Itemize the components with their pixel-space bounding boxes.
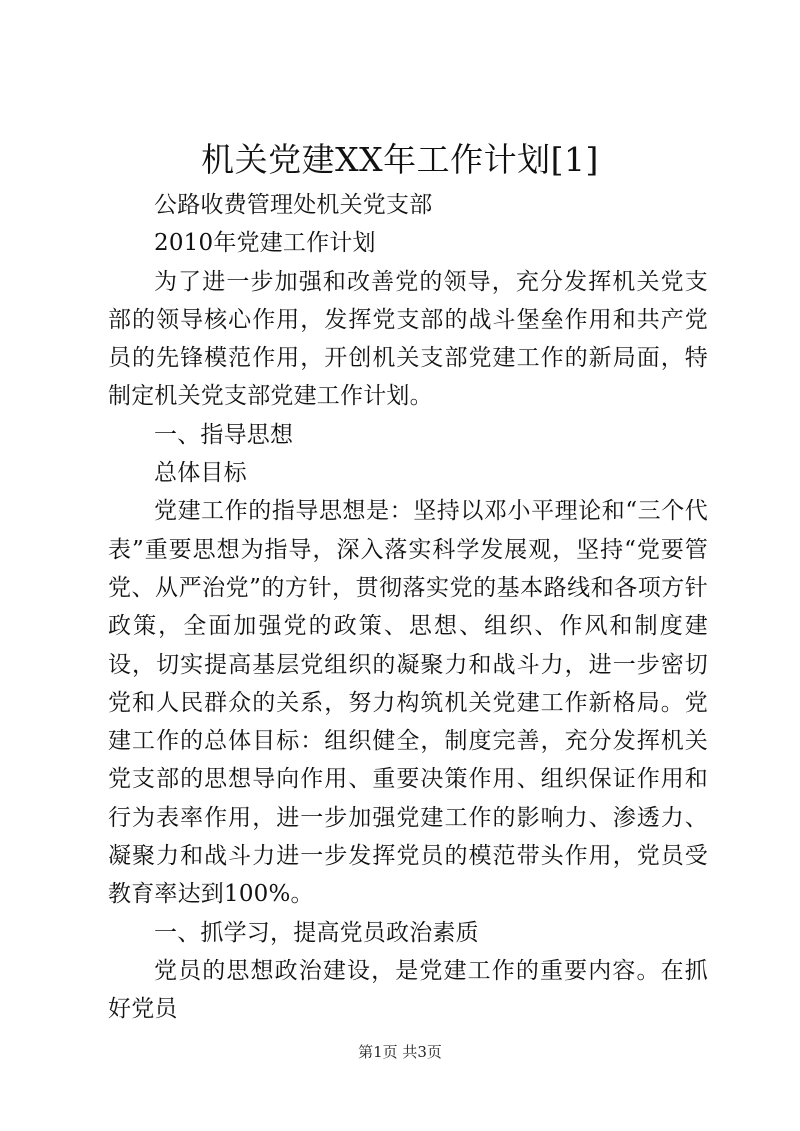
page-number-footer: 第1页 共3页 [358, 1043, 442, 1061]
subheading-overall-goal: 总体目标 [154, 460, 247, 487]
paragraph-intro: 为了进一步加强和改善党的领导，充分发挥机关党支部的领导核心作用，发挥党支部的战斗堡垒作用和共产党员的先锋模范作用，开创机关支部党建工作的新局面，特制定机关党支部党建工作计划。 [108, 268, 708, 410]
document-title: 机关党建XX年工作计划[1] [201, 140, 599, 179]
paragraph-study: 党员的思想政治建设，是党建工作的重要内容。在抓好党员 [108, 957, 708, 1023]
paragraph-plan-title: 2010年党建工作计划 [154, 230, 376, 257]
document-body [108, 186, 708, 1029]
paragraph-guiding-thought: 党建工作的指导思想是：坚持以邓小平理论和“三个代表”重要思想为指导，深入落实科学发展观，坚持“党要管党、从严治党”的方针，贯彻落实党的基本路线和各项方针政策，全面加强党的政策、思想、组织、作风和制度建设，切实提高基层党组织的凝聚力和战斗力，进一步密切党和人民群众的关系，努力构筑机关党建工作新格局。党建工作的总体目标：组织健全，制度完善，充分发挥机关党支部的思想导向作用、重要决策作用、组织保证作用和行为表率作用，进一步加强党建工作的影响力、渗透力、凝聚力和战斗力进一步发挥党员的模范带头作用，党员受教育率达到100%。 [108, 498, 708, 908]
section-heading-guiding-thought: 一、指导思想 [154, 421, 294, 448]
section-heading-study: 一、抓学习，提高党员政治素质 [154, 919, 479, 946]
paragraph-org: 公路收费管理处机关党支部 [154, 192, 433, 218]
